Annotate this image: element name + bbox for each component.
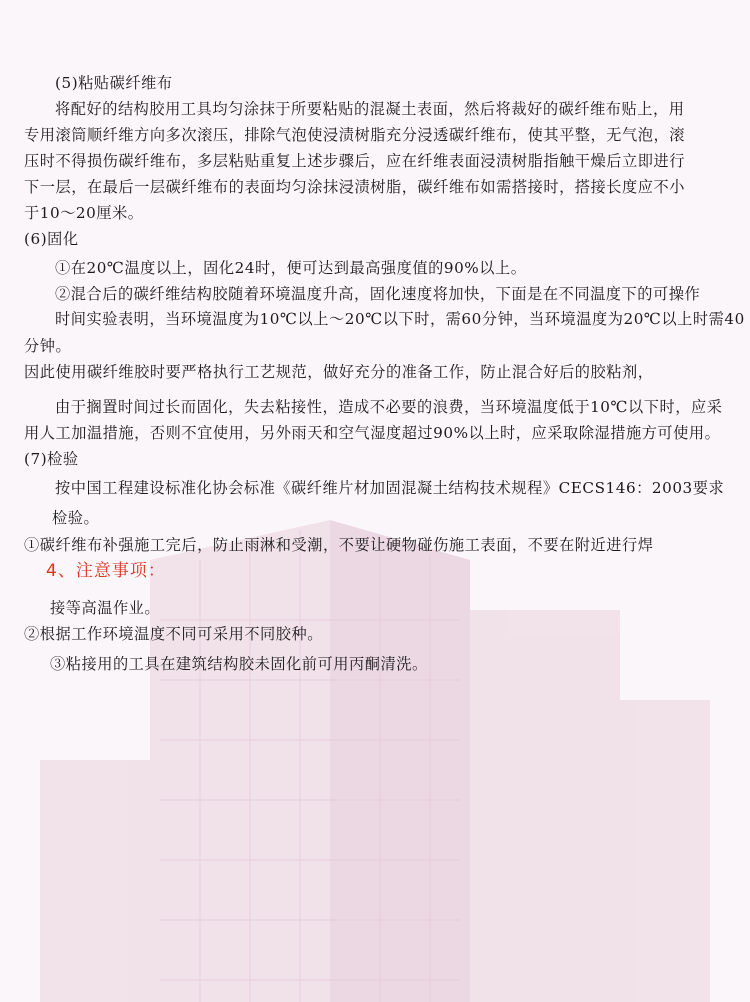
paragraph-line: 专用滚筒顺纤维方向多次滚压，排除气泡使浸渍树脂充分浸透碳纤维布，使其平整，无气泡，滚 <box>24 126 685 144</box>
paragraph-line: 因此使用碳纤维胶时要严格执行工艺规范，做好充分的准备工作，防止混合好后的胶粘剂， <box>24 363 654 381</box>
paragraph-line: (6)固化 <box>24 230 79 248</box>
paragraph-line: ①碳纤维布补强施工完后，防止雨淋和受潮，不要让硬物碰伤施工表面，不要在附近进行焊 <box>24 536 654 554</box>
paragraph-line: 由于搁置时间过长而固化，失去粘接性，造成不必要的浪费，当环境温度低于10℃以下时，应采 <box>55 398 723 416</box>
precaution-item-1: 接等高温作业。 <box>50 599 161 617</box>
subheading-inspection: 按中国工程建设标准化协会标准《碳纤维片材加固混凝土结构技术规程》CECS146：2003要求 <box>55 479 725 497</box>
paragraph-line: 分钟。 <box>24 337 72 355</box>
paragraph-line: (7)检验 <box>24 450 79 468</box>
paragraph-line: 于10～20厘米。 <box>24 204 144 222</box>
paragraph-line: 检验。 <box>52 509 100 527</box>
precaution-item-2: ③粘接用的工具在建筑结构胶未固化前可用丙酮清洗。 <box>50 655 428 673</box>
paragraph-line: 将配好的结构胶用工具均匀涂抹于所要粘贴的混凝土表面，然后将裁好的碳纤维布贴上，用 <box>55 100 685 118</box>
paragraph-line: 时间实验表明，当环境温度为10℃以上～20℃以下时，需60分钟，当环境温度为20℃以上时需40 <box>55 310 745 328</box>
subheading-bond-carbon-fiber: (5)粘贴碳纤维布 <box>55 74 173 92</box>
section-heading-precautions: 4、注意事项： <box>46 561 166 581</box>
paragraph-line: ②根据工作环境温度不同可采用不同胶种。 <box>24 625 324 643</box>
paragraph-line: ②混合后的碳纤维结构胶随着环境温度升高，固化速度将加快，下面是在不同温度下的可操作 <box>55 285 701 303</box>
paragraph-line: 用人工加温措施，否则不宜使用，另外雨天和空气湿度超过90%以上时，应采取除湿措施方可使用。 <box>24 424 721 442</box>
paragraph-line: 下一层，在最后一层碳纤维布的表面均匀涂抹浸渍树脂，碳纤维布如需搭接时，搭接长度应不小 <box>24 178 685 196</box>
paragraph-line: 压时不得损伤碳纤维布，多层粘贴重复上述步骤后，应在纤维表面浸渍树脂指触干燥后立即进行 <box>24 152 685 170</box>
subheading-curing: ①在20℃温度以上，固化24时，便可达到最高强度值的90%以上。 <box>55 259 527 277</box>
